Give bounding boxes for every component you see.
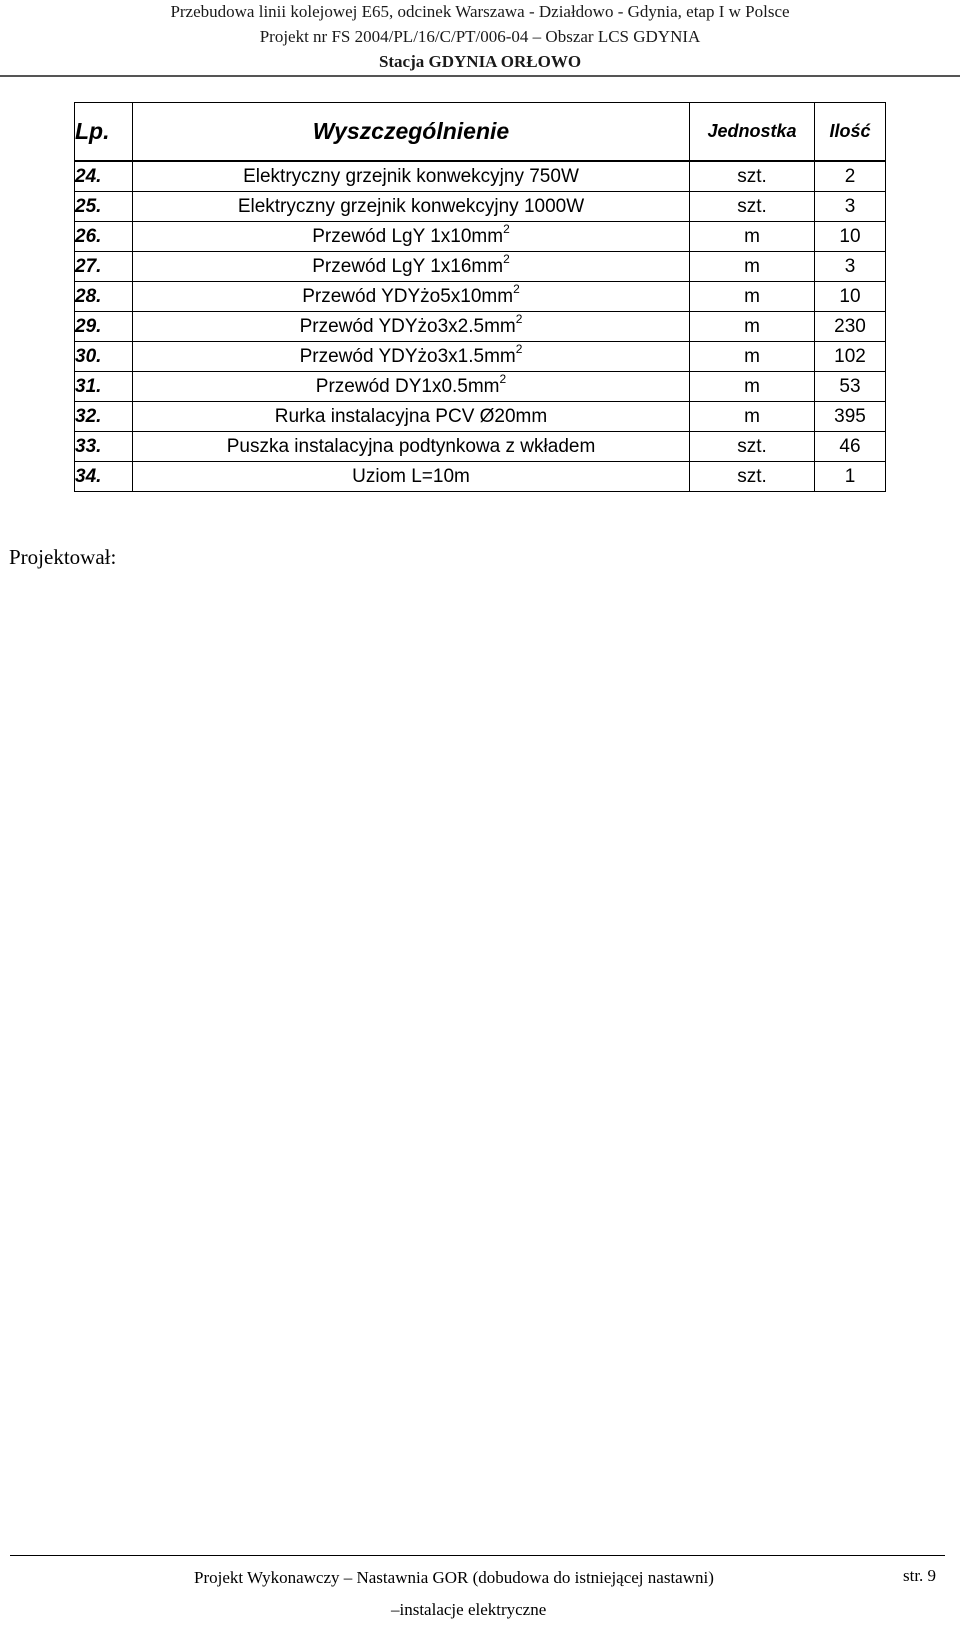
row-quantity: 3 <box>815 252 886 282</box>
row-description-superscript: 2 <box>503 251 510 266</box>
row-quantity: 53 <box>815 372 886 402</box>
row-quantity: 2 <box>815 161 886 192</box>
row-description-text: Przewód LgY 1x10mm <box>312 225 504 247</box>
row-description <box>133 161 690 192</box>
row-description <box>133 312 690 342</box>
table-row <box>75 282 886 312</box>
table-header-row <box>75 103 886 162</box>
row-description-superscript: 2 <box>515 311 523 326</box>
table-row <box>75 252 886 282</box>
row-unit: m <box>690 402 815 432</box>
row-description <box>133 402 690 432</box>
row-number: 26. <box>75 222 133 252</box>
row-description <box>133 372 690 402</box>
row-number: 34. <box>75 462 133 492</box>
row-unit: m <box>690 222 815 252</box>
row-unit: m <box>690 282 815 312</box>
row-description <box>133 282 690 312</box>
row-quantity: 395 <box>815 402 886 432</box>
footer-subtitle: –instalacje elektryczne <box>391 1600 547 1619</box>
row-description <box>133 222 690 252</box>
row-description-superscript: 2 <box>515 341 523 356</box>
row-description <box>133 252 690 282</box>
footer-divider <box>10 1555 945 1556</box>
row-description-text: Przewód YDYżo3x1.5mm <box>299 345 516 367</box>
row-description-text: Przewód DY1x0.5mm <box>315 375 500 397</box>
row-description <box>133 192 690 222</box>
column-header-unit: Jednostka <box>690 103 815 162</box>
column-header-description: Wyszczególnienie <box>133 103 690 162</box>
table-row <box>75 462 886 492</box>
row-number: 28. <box>75 282 133 312</box>
page-number: str. 9 <box>903 1566 937 1585</box>
row-description-text: Elektryczny grzejnik konwekcyjny 1000W <box>237 195 585 217</box>
row-quantity: 230 <box>815 312 886 342</box>
row-unit: szt. <box>690 432 815 462</box>
row-description-text: Przewód LgY 1x16mm <box>312 255 504 277</box>
table-row <box>75 161 886 192</box>
row-description <box>133 432 690 462</box>
header-divider <box>0 75 960 77</box>
row-number: 25. <box>75 192 133 222</box>
table-row <box>75 432 886 462</box>
header-project-title: Przebudowa linii kolejowej E65, odcinek Warszawa - Działdowo - Gdynia, etap I w Polsce <box>170 2 790 21</box>
row-description-text: Elektryczny grzejnik konwekcyjny 750W <box>243 165 579 187</box>
table-row <box>75 372 886 402</box>
row-description-text: Puszka instalacyjna podtynkowa z wkładem <box>226 435 596 457</box>
row-quantity: 1 <box>815 462 886 492</box>
header-project-number: Projekt nr FS 2004/PL/16/C/PT/006-04 – Obszar LCS GDYNIA <box>259 27 701 46</box>
row-unit: szt. <box>690 161 815 192</box>
row-quantity: 3 <box>815 192 886 222</box>
row-quantity: 10 <box>815 222 886 252</box>
row-unit: szt. <box>690 192 815 222</box>
row-number: 24. <box>75 161 133 192</box>
row-unit: m <box>690 342 815 372</box>
row-quantity: 102 <box>815 342 886 372</box>
row-description-superscript: 2 <box>513 281 520 296</box>
row-number: 29. <box>75 312 133 342</box>
row-number: 31. <box>75 372 133 402</box>
footer-project-description: Projekt Wykonawczy – Nastawnia GOR (dobudowa do istniejącej nastawni) <box>194 1568 714 1587</box>
row-unit: m <box>690 312 815 342</box>
table-row <box>75 222 886 252</box>
row-description-text: Rurka instalacyjna PCV Ø20mm <box>274 405 548 427</box>
table-body <box>75 161 886 492</box>
table-row <box>75 312 886 342</box>
row-number: 27. <box>75 252 133 282</box>
designer-label: Projektował: <box>9 545 117 569</box>
row-quantity: 46 <box>815 432 886 462</box>
row-description-superscript: 2 <box>503 221 510 236</box>
row-unit: m <box>690 252 815 282</box>
row-unit: szt. <box>690 462 815 492</box>
row-number: 33. <box>75 432 133 462</box>
materials-table <box>74 102 886 492</box>
column-header-lp: Lp. <box>75 103 133 162</box>
table-row <box>75 192 886 222</box>
header-station-name: Stacja GDYNIA ORŁOWO <box>378 52 582 71</box>
table-row <box>75 342 886 372</box>
row-description-text: Uziom L=10m <box>352 465 470 487</box>
row-unit: m <box>690 372 815 402</box>
row-quantity: 10 <box>815 282 886 312</box>
row-description <box>133 342 690 372</box>
row-description <box>133 462 690 492</box>
row-number: 30. <box>75 342 133 372</box>
row-description-text: Przewód YDYżo5x10mm <box>302 285 514 307</box>
column-header-quantity: Ilość <box>815 103 886 162</box>
table-row <box>75 402 886 432</box>
row-description-text: Przewód YDYżo3x2.5mm <box>299 315 516 337</box>
row-description-superscript: 2 <box>499 371 507 386</box>
row-number: 32. <box>75 402 133 432</box>
